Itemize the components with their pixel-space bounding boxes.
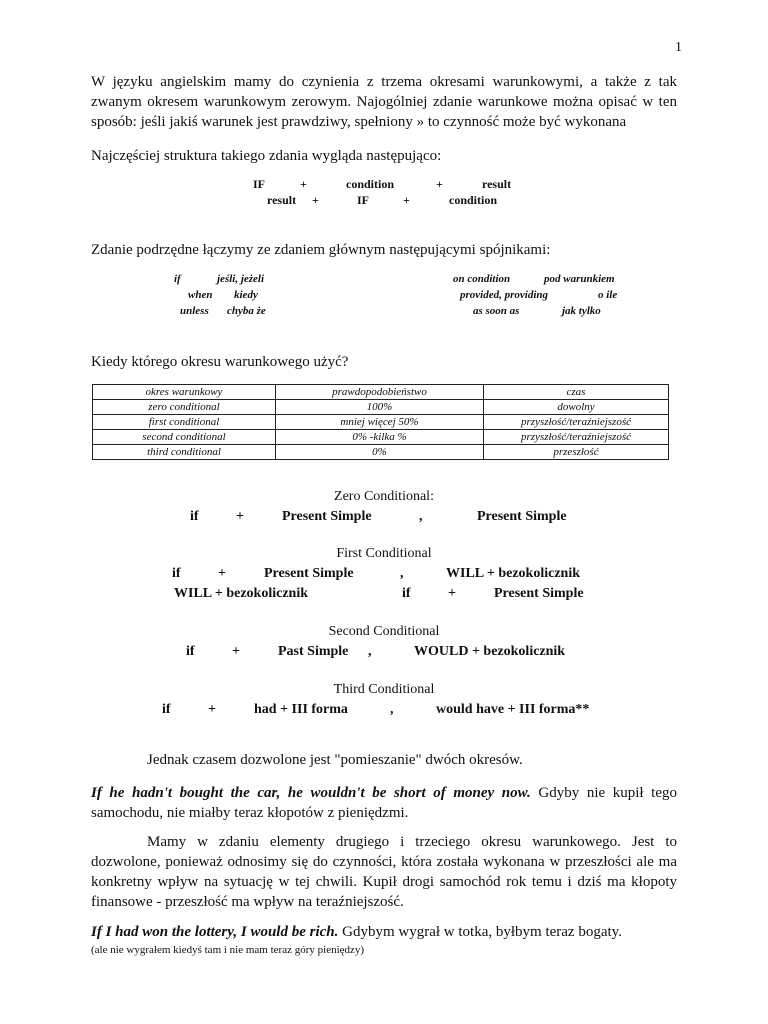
formula-token: if	[402, 586, 411, 601]
zero-conditional-title: Zero Conditional:	[334, 489, 434, 504]
table-row	[93, 430, 669, 445]
structure-condition: condition	[449, 193, 498, 207]
structure-intro: Najczęściej struktura takiego zdania wygląda następująco:	[91, 148, 442, 164]
table-header: okres warunkowy	[93, 385, 276, 400]
formula-token: Present Simple	[494, 586, 584, 601]
structure-if: IF	[253, 177, 265, 191]
example-2-polish: Gdybym wygrał w totka, byłbym teraz bogaty.	[338, 924, 622, 940]
conjunction-en: as soon as	[473, 305, 520, 317]
structure-plus: +	[300, 177, 307, 191]
formula-token: +	[218, 566, 226, 581]
formula-token: +	[236, 509, 244, 524]
conjunction-pl: o ile	[598, 289, 618, 301]
explanation-paragraph: Mamy w zdaniu elementy drugiego i trzeciego okresu warunkowego. Jest to dozwolone, ponieważ odnosimy się do czynności, która została wykonana w przeszłości ale ma konkretny wpływ na sytuację w tej chwili. Kupił drogi samochód rok temu i dziś ma kłopoty finansowe - przeszłość ma wpływ na teraźniejszość.	[91, 834, 677, 910]
table-cell: second conditional	[93, 430, 276, 445]
formula-token: ,	[400, 566, 404, 581]
table-intro: Kiedy którego okresu warunkowego użyć?	[91, 354, 349, 370]
structure-condition: condition	[346, 177, 395, 191]
conjunction-pl: chyba że	[227, 305, 266, 317]
table-cell: third conditional	[93, 445, 276, 460]
example-2	[91, 922, 677, 942]
second-conditional-formula	[0, 644, 768, 662]
first-conditional-title: First Conditional	[336, 546, 432, 561]
structure-plus: +	[436, 177, 443, 191]
third-conditional-formula	[0, 702, 768, 720]
table-header-row	[93, 385, 669, 400]
example-2-note: (ale nie wygrałem kiedyś tam i nie mam teraz góry pieniędzy)	[91, 944, 365, 956]
formula-token: ,	[419, 509, 423, 524]
conjunction-en: on condition	[453, 273, 511, 285]
conjunction-en: provided, providing	[460, 289, 548, 301]
formula-token: if	[172, 566, 181, 581]
conjunction-pl: jak tylko	[562, 305, 601, 317]
table-cell: mniej więcej 50%	[276, 415, 484, 430]
formula-token: Present Simple	[264, 566, 354, 581]
table-header: czas	[484, 385, 669, 400]
second-conditional-title: Second Conditional	[328, 624, 440, 639]
mixed-intro: Jednak czasem dozwolone jest "pomieszanie" dwóch okresów.	[147, 752, 523, 768]
formula-token: +	[208, 702, 216, 717]
conjunction-en: if	[174, 273, 181, 285]
table-cell: dowolny	[484, 400, 669, 415]
formula-token: if	[186, 644, 195, 659]
example-1-polish: Gdyby nie kupił tego samochodu, nie miałby teraz kłopotów z pieniędzmi.	[91, 785, 678, 821]
formula-token: had + III forma	[254, 702, 348, 717]
table-cell: 100%	[276, 400, 484, 415]
structure-result: result	[482, 177, 512, 191]
structure-row-2	[0, 193, 768, 209]
structure-plus: +	[403, 193, 410, 207]
formula-token: Present Simple	[477, 509, 567, 524]
structure-if: IF	[357, 193, 369, 207]
formula-token: WOULD + bezokolicznik	[414, 644, 566, 659]
conjunction-pl: kiedy	[234, 289, 258, 301]
zero-conditional-formula	[0, 509, 768, 527]
table-cell: przyszłość/teraźniejszość	[484, 430, 669, 445]
first-conditional-formula-2	[0, 586, 768, 604]
structure-row-1	[0, 177, 768, 193]
conjunction-en: unless	[180, 305, 209, 317]
page-number: 1	[675, 40, 682, 55]
formula-token: if	[162, 702, 171, 717]
table-cell: first conditional	[93, 415, 276, 430]
table-row	[93, 400, 669, 415]
table-row	[93, 415, 669, 430]
table-cell: 0%	[276, 445, 484, 460]
table-cell: przeszłość	[484, 445, 669, 460]
formula-token: ,	[368, 644, 372, 659]
third-conditional-title: Third Conditional	[333, 682, 435, 697]
first-conditional-formula-1	[0, 566, 768, 584]
formula-token: Present Simple	[282, 509, 372, 524]
table-row	[93, 445, 669, 460]
formula-token: WILL + bezokolicznik	[174, 586, 308, 601]
table-cell: zero conditional	[93, 400, 276, 415]
conditionals-table	[92, 384, 669, 460]
structure-plus: +	[312, 193, 319, 207]
formula-token: WILL + bezokolicznik	[446, 566, 580, 581]
formula-token: Past Simple	[278, 644, 349, 659]
conjunction-pl: jeśli, jeżeli	[217, 273, 265, 285]
structure-result: result	[267, 193, 297, 207]
formula-token: +	[448, 586, 456, 601]
formula-token: if	[190, 509, 199, 524]
table-cell: 0% -kilka %	[276, 430, 484, 445]
table-header: prawdopodobieństwo	[276, 385, 484, 400]
example-1-english: If he hadn't bought the car, he wouldn't be short of money now.	[91, 785, 531, 801]
formula-token: ,	[390, 702, 394, 717]
example-1	[91, 783, 677, 823]
table-cell: przyszłość/teraźniejszość	[484, 415, 669, 430]
conjunction-en: when	[188, 289, 213, 301]
conjunctions-intro: Zdanie podrzędne łączymy ze zdaniem głównym następującymi spójnikami:	[91, 242, 551, 258]
example-2-english: If I had won the lottery, I would be rich.	[91, 924, 339, 940]
formula-token: +	[232, 644, 240, 659]
intro-paragraph: W języku angielskim mamy do czynienia z trzema okresami warunkowymi, a także z tak zwanym okresem warunkowym zerowym. Najogólniej zdanie warunkowe można opisać w ten sposób: jeśli jakiś warunek jest prawdziwy, spełniony » to czynność może być wykonana	[91, 74, 677, 130]
formula-token: would have + III forma**	[436, 702, 590, 717]
conjunction-pl: pod warunkiem	[544, 273, 615, 285]
